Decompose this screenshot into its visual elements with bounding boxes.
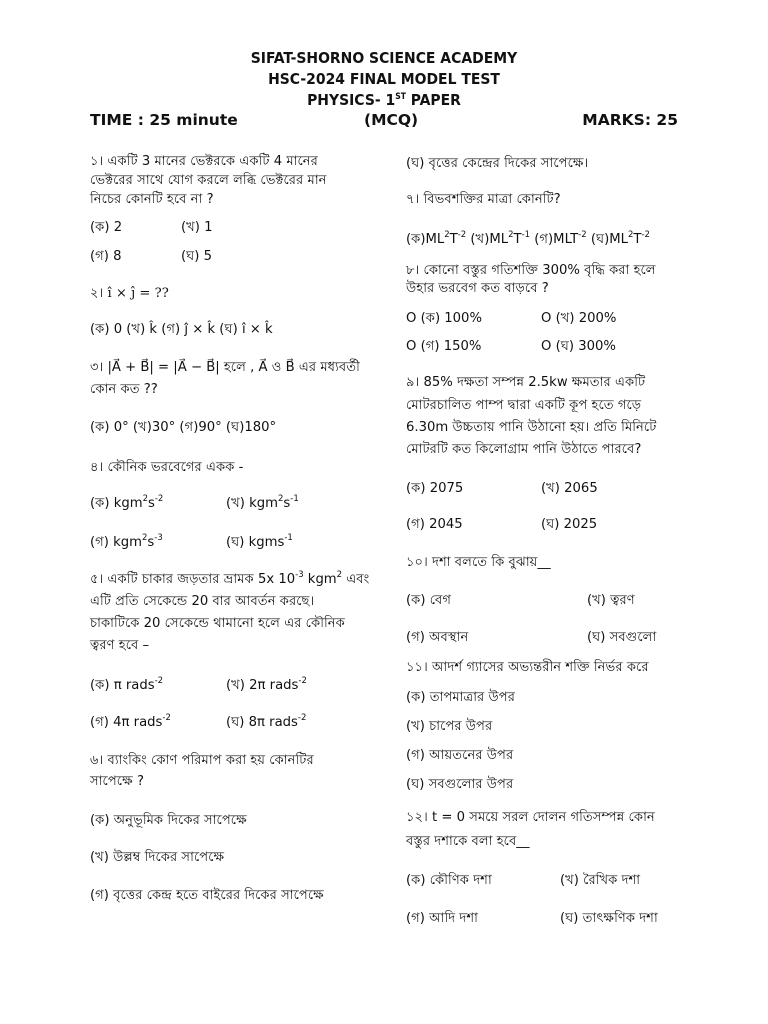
q5-line4: ত্বরণ হবে – (90, 638, 150, 653)
q5-option-a: (ক) π rads$^{-2}$ (90, 676, 164, 693)
q8-option-c: O (গ) 150% (406, 339, 482, 354)
q6-line1: ৬। ব্যাংকিং কোণ পরিমাপ করা হয় কোনটির (90, 753, 314, 768)
q2-question: ২। î × ĵ = ?? (90, 286, 169, 301)
q11-option-d: (ঘ) সবগুলোর উপর (406, 777, 514, 792)
q12-line2: বস্তুর দশাকে বলা হবে__ (406, 834, 530, 849)
exam-type-label: (MCQ) (364, 111, 419, 129)
academy-title: SIFAT-SHORNO SCIENCE ACADEMY (250, 49, 518, 67)
q1-line2: ভেক্টরের সাথে যোগ করলে লব্ধি ভেক্টরের মান (90, 173, 327, 188)
q2-options: (ক) 0 (খ) k̂ (গ) ĵ × k̂ (ঘ) î × k̂ (90, 322, 273, 337)
q4-option-a: (ক) $kgm^2s^{-2}$ (90, 494, 164, 511)
q6-line2: সাপেক্ষে ? (90, 774, 144, 789)
q10-option-a: (ক) বেগ (406, 593, 452, 608)
q9-option-c: (গ) 2045 (406, 517, 463, 532)
q5-option-d: (ঘ) 8π rads$^{-2}$ (226, 713, 307, 730)
q5-option-c: (গ) 4π rads$^{-2}$ (90, 713, 171, 730)
q4-option-d: (ঘ) kgms$^{-1}$ (226, 533, 293, 550)
q3-line2: কোন কত ?? (90, 382, 158, 397)
q7-question: ৭। বিভবশক্তির মাত্রা কোনটি? (406, 192, 561, 207)
q8-option-b: O (খ) 200% (541, 311, 617, 326)
q8-option-a: O (ক) 100% (406, 311, 482, 326)
q10-option-c: (গ) অবস্থান (406, 630, 469, 645)
q4-question: ৪। কৌনিক ভরবেগের একক - (90, 460, 244, 475)
q9-line4: মোটরটি কত কিলোগ্রাম পানি উঠাতে পারবে? (406, 442, 642, 457)
q3-options: (ক) 0° (খ)30° (গ)90° (ঘ)180° (90, 420, 277, 435)
q9-option-a: (ক) 2075 (406, 481, 464, 496)
q6-option-d: (ঘ) বৃত্তের কেন্দ্রের দিকের সাপেক্ষে। (406, 156, 589, 171)
exam-title: HSC-2024 FINAL MODEL TEST (268, 70, 500, 88)
q8-line2: উহার ভরবেগ কত বাড়বে ? (406, 281, 549, 296)
q9-option-d: (ঘ) 2025 (541, 517, 598, 532)
q4-option-b: (খ) $kgm^2s^{-1}$ (226, 494, 299, 511)
q8-option-d: O (ঘ) 300% (541, 339, 616, 354)
q7-options: $(ক)ML^2T^{-2}$ $(খ)ML^2T^{-1}$ $(গ)MLT^{-2}$ $(ঘ)ML^2T^{-2}$ (406, 230, 650, 247)
q11-question: ১১। আদর্শ গ্যাসের অভ্যন্তরীন শক্তি নির্ভর করে (406, 660, 649, 675)
q8-line1: ৮। কোনো বস্তুর গতিশক্তি 300% বৃদ্ধি করা হলে (406, 263, 656, 278)
q9-option-b: (খ) 2065 (541, 481, 598, 496)
q1-line3: নিচের কোনটি হবে না ? (90, 192, 214, 207)
q5-option-b: (খ) 2π rads$^{-2}$ (226, 676, 307, 693)
q9-line1: ৯। 85% দক্ষতা সম্পন্ন 2.5kw ক্ষমতার একটি (406, 375, 646, 390)
subject-title: PHYSICS- 1ST PAPER (307, 91, 461, 109)
q1-option-c: (গ) 8 (90, 249, 122, 264)
q12-option-b: (খ) রৈখিক দশা (560, 873, 641, 888)
q11-option-c: (গ) আয়তনের উপর (406, 748, 514, 763)
q10-question: ১০। দশা বলতে কি বুঝায়__ (406, 555, 551, 570)
q6-option-c: (গ) বৃত্তের কেন্দ্র হতে বাইরের দিকের সাপেক্ষে (90, 888, 324, 903)
time-label: TIME : 25 minute (90, 111, 238, 129)
q5-line1: ৫। একটি চাকার জড়তার ভ্রামক 5x $10^{-3}$ kgm$^2$ এবং (90, 570, 370, 587)
q6-option-a: (ক) অনুভূমিক দিকের সাপেক্ষে (90, 813, 247, 828)
q10-option-b: (খ) ত্বরণ (587, 593, 635, 608)
q1-option-d: (ঘ) 5 (181, 249, 213, 264)
q12-option-a: (ক) কৌণিক দশা (406, 873, 492, 888)
q5-line2: এটি প্রতি সেকেন্ডে 20 বার আবর্তন করছে। (90, 594, 315, 609)
q11-option-a: (ক) তাপমাত্রার উপর (406, 690, 515, 705)
q6-option-b: (খ) উল্লম্ব দিকের সাপেক্ষে (90, 850, 225, 865)
q12-option-c: (গ) আদি দশা (406, 911, 478, 926)
q1-option-b: (খ) 1 (181, 220, 213, 235)
q5-line3: চাকাটিকে 20 সেকেন্ডে থামানো হলে এর কৌনিক (90, 616, 345, 631)
marks-label: MARKS: 25 (582, 111, 678, 129)
q4-option-c: (গ) $kgm^2s^{-3}$ (90, 533, 163, 550)
q12-option-d: (ঘ) তাৎক্ষণিক দশা (560, 911, 658, 926)
q12-line1: ১২। t = 0 সময়ে সরল দোলন গতিসম্পন্ন কোন (406, 810, 655, 825)
q9-line2: মোটরচালিত পাম্প দ্বারা একটি কূপ হতে গড়ে (406, 398, 642, 413)
q1-option-a: (ক) 2 (90, 220, 123, 235)
q10-option-d: (ঘ) সবগুলো (587, 630, 657, 645)
q9-line3: 6.30m উচ্চতায় পানি উঠানো হয়। প্রতি মিনিটে (406, 420, 657, 435)
q1-line1: ১। একটি 3 মানের ভেক্টরকে একটি 4 মানের (90, 154, 318, 169)
q3-line1: ৩। |A⃗ + B⃗| = |A⃗ − B⃗| হলে , A⃗ ও B⃗ এর মধ্যবর্তী (90, 360, 360, 375)
q11-option-b: (খ) চাপের উপর (406, 719, 493, 734)
